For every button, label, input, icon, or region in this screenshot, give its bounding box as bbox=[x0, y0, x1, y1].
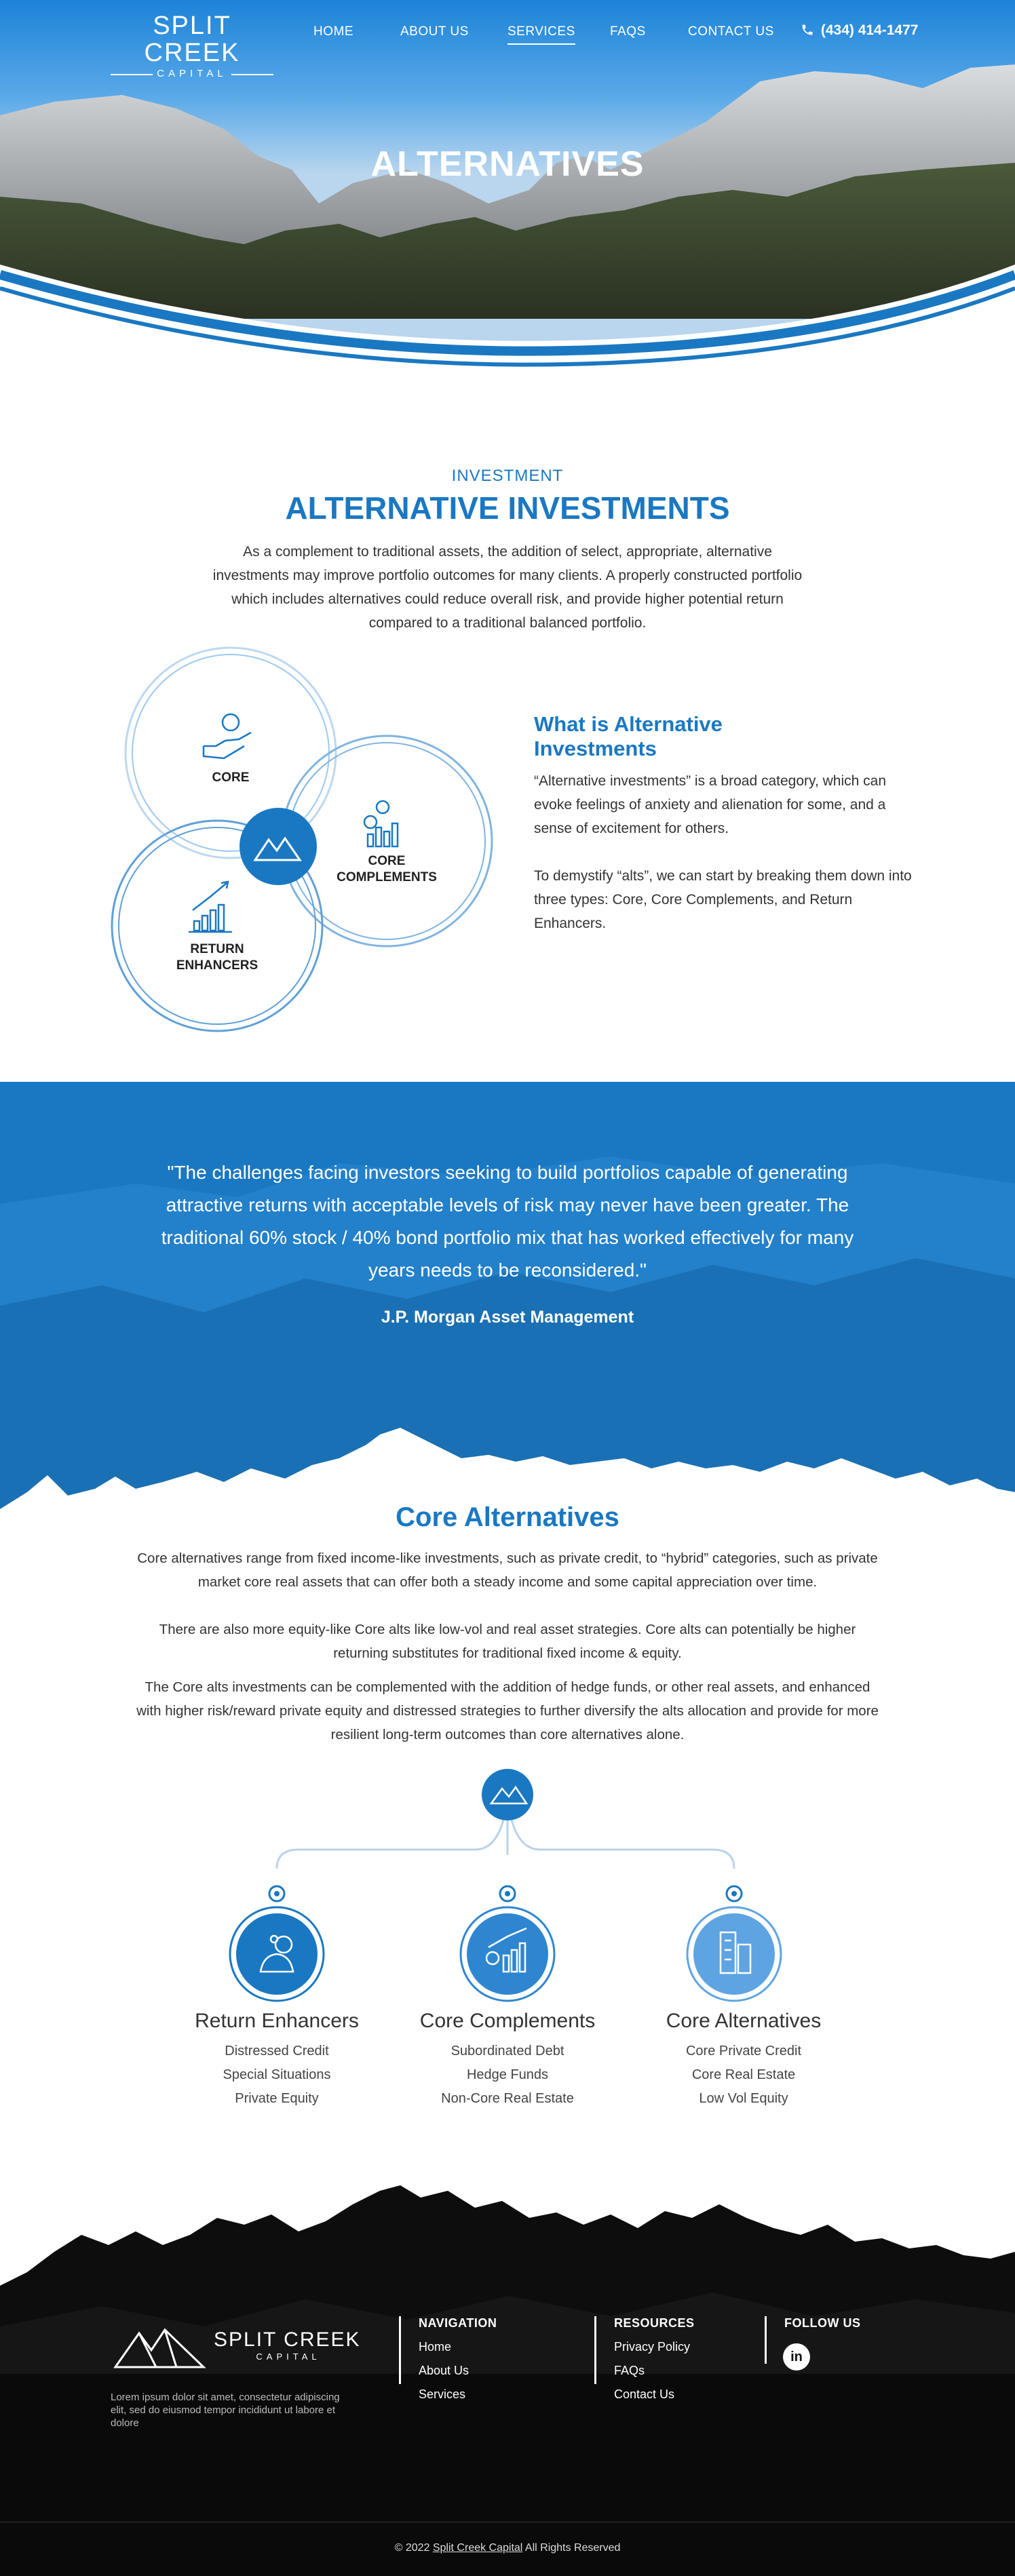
footer-link-services[interactable]: Services bbox=[419, 2387, 466, 2401]
venn-label-return-enhancers-line-2: ENHANCERS bbox=[176, 958, 258, 973]
core-alternatives-title: Core Alternatives bbox=[396, 1502, 619, 1532]
nav-about-us[interactable]: ABOUT US bbox=[400, 24, 469, 39]
copyright bbox=[0, 2542, 1015, 2554]
header-logo[interactable] bbox=[111, 12, 273, 79]
core-paragraph-1: Core alternatives range from fixed income-like investments, such as private credit, to “hybrid” categories, such as private market core real assets that can offer both a steady income and some capital appreciation over time. bbox=[137, 1550, 878, 1590]
what-title-line-2: Investments bbox=[534, 737, 657, 760]
quote-citation: J.P. Morgan Asset Management bbox=[381, 1308, 634, 1327]
list-item: Low Vol Equity bbox=[699, 2091, 788, 2106]
footer-resources-title: RESOURCES bbox=[614, 2316, 695, 2330]
what-title-line-1: What is Alternative bbox=[534, 712, 723, 736]
footer-logo[interactable] bbox=[112, 2323, 361, 2374]
footer-link-home[interactable]: Home bbox=[419, 2340, 452, 2354]
nav-home[interactable]: HOME bbox=[313, 24, 353, 39]
section-eyebrow: INVESTMENT bbox=[451, 467, 564, 485]
what-paragraph-2: To demystify “alts”, we can start by breaking them down into three types: Core, Core Complements, and Return Enhancers. bbox=[534, 868, 912, 931]
list-item: Core Private Credit bbox=[685, 2044, 802, 2058]
tree-connectors bbox=[0, 1760, 1015, 2045]
what-is-alternatives-title bbox=[534, 712, 805, 761]
section-title: ALTERNATIVE INVESTMENTS bbox=[285, 490, 730, 526]
quote-text: "The challenges facing investors seeking to build portfolios capable of generating attractive returns with acceptable levels of risk may never have been greater. The traditional 60% stock / 40% bond portfolio mix that has worked effectively for many years needs to be reconsidered." bbox=[161, 1162, 854, 1281]
logo-line-1: SPLIT CREEK bbox=[144, 12, 240, 67]
alternatives-tree bbox=[0, 1760, 1015, 2045]
list-item: Private Equity bbox=[235, 2091, 319, 2106]
footer-link-faqs[interactable]: FAQs bbox=[614, 2364, 645, 2377]
footer-follow-title: FOLLOW US bbox=[784, 2316, 861, 2330]
nav-services[interactable]: SERVICES bbox=[508, 24, 575, 45]
column-core-complements bbox=[406, 2010, 609, 2111]
hero bbox=[0, 0, 1015, 387]
column-title: Core Alternatives bbox=[666, 2010, 822, 2032]
footer-resources bbox=[594, 2316, 695, 2401]
copyright-rights: All Rights Reserved bbox=[524, 2542, 621, 2554]
copyright-year: © 2022 bbox=[394, 2542, 430, 2554]
phone-number: (434) 414-1477 bbox=[820, 22, 919, 38]
venn-label-core-complements-line-2: COMPLEMENTS bbox=[337, 870, 437, 884]
top-navigation bbox=[0, 0, 1015, 79]
venn-label-core-complements-line-1: CORE bbox=[368, 854, 406, 868]
column-core-alternatives bbox=[642, 2010, 845, 2111]
footer-logo-sub: CAPITAL bbox=[256, 2351, 321, 2362]
core-paragraph-3: The Core alts investments can be complemented with the addition of hedge funds, or other real assets, and enhanced with higher risk/reward private equity and distressed strategies to further diversify the alts allocation and provide for more resilient long-term outcomes than core alternatives alone. bbox=[136, 1679, 879, 1742]
list-item: Core Real Estate bbox=[691, 2067, 796, 2082]
intro-paragraph: As a complement to traditional assets, the addition of select, appropriate, alternative investments may improve portfolio outcomes for many clients. A properly constructed portfolio which includes alternatives could reduce overall risk, and provide higher potential return compared to a traditional balanced portfolio. bbox=[212, 544, 803, 631]
list-item: Subordinated Debt bbox=[451, 2044, 564, 2058]
growth-chart-icon bbox=[189, 882, 232, 932]
hero-title: ALTERNATIVES bbox=[370, 144, 645, 184]
footer-follow bbox=[765, 2316, 860, 2364]
footer-link-about-us[interactable]: About Us bbox=[419, 2364, 470, 2377]
venn-label-return-enhancers-line-1: RETURN bbox=[190, 942, 244, 956]
venn-label-core: CORE bbox=[212, 770, 250, 785]
header-phone[interactable] bbox=[801, 22, 918, 39]
nav-faqs[interactable]: FAQS bbox=[610, 24, 646, 39]
footer-link-contact-us[interactable]: Contact Us bbox=[614, 2387, 675, 2401]
footer-mountain-logo-icon bbox=[112, 2323, 207, 2370]
footer-link-privacy-policy[interactable]: Privacy Policy bbox=[614, 2340, 691, 2354]
core-paragraph-2: There are also more equity-like Core alts like low-vol and real asset strategies. Core alts can potentially be higher returning substitutes for traditional fixed income & equity. bbox=[159, 1622, 856, 1661]
footer-navigation-title: NAVIGATION bbox=[419, 2316, 497, 2330]
what-paragraph-1: “Alternative investments” is a broad category, which can evoke feelings of anxiety and alienation for some, and a sense of excitement for others. bbox=[534, 773, 887, 836]
column-title: Return Enhancers bbox=[195, 2010, 359, 2032]
nav-contact-us[interactable]: CONTACT US bbox=[688, 24, 774, 39]
linkedin-icon[interactable]: in bbox=[783, 2343, 810, 2370]
footer-navigation bbox=[399, 2316, 497, 2401]
venn-label-core-complements bbox=[329, 853, 444, 886]
logo-line-2: CAPITAL bbox=[111, 68, 273, 79]
venn-circles bbox=[102, 644, 502, 1038]
phone-icon bbox=[801, 23, 814, 37]
column-title: Core Complements bbox=[419, 2010, 596, 2032]
hand-coin-icon bbox=[204, 714, 251, 758]
footer-logo-name: SPLIT CREEK bbox=[214, 2328, 361, 2351]
venn-label-return-enhancers bbox=[170, 941, 265, 974]
footer-description: Lorem ipsum dolor sit amet, consectetur adipiscing elit, sed do eiusmod tempor incididunt ut labore et dolore bbox=[111, 2392, 340, 2429]
list-item: Special Situations bbox=[223, 2067, 331, 2082]
column-return-enhancers bbox=[175, 2010, 379, 2111]
list-item: Distressed Credit bbox=[225, 2044, 329, 2058]
copyright-company-link[interactable]: Split Creek Capital bbox=[432, 2542, 523, 2554]
list-item: Hedge Funds bbox=[466, 2067, 549, 2082]
venn-diagram bbox=[102, 644, 502, 1038]
coin-chart-icon bbox=[364, 801, 398, 846]
list-item: Non-Core Real Estate bbox=[441, 2091, 574, 2106]
